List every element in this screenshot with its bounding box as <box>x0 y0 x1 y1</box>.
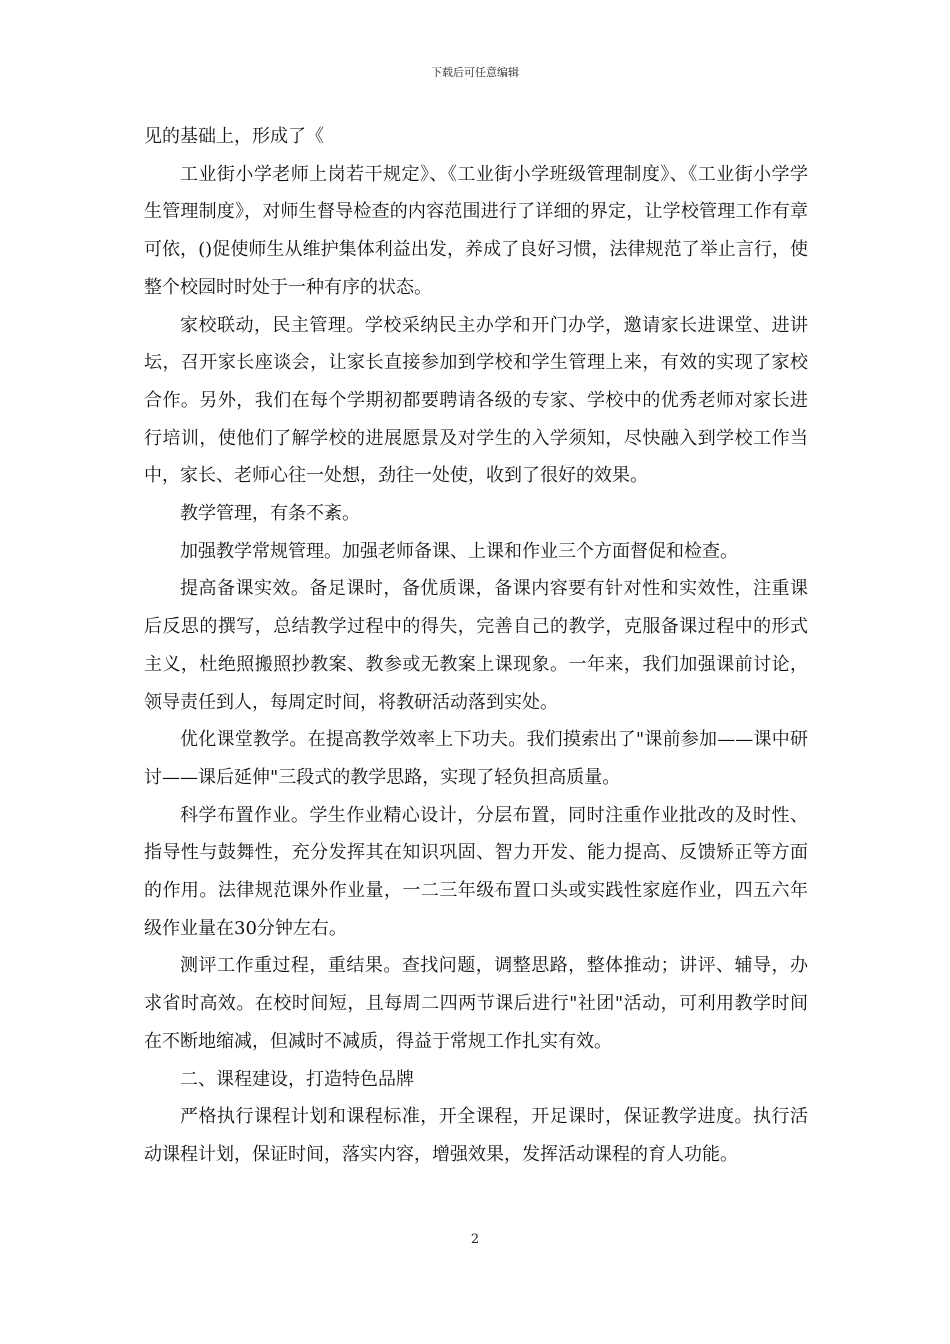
paragraph: 提高备课实效。备足课时，备优质课，备课内容要有针对性和实效性，注重课后反思的撰写，总结教学过程中的得失，完善自己的教学，克服备课过程中的形式主义，杜绝照搬照抄教案、教参或无教案上课现象。一年来，我们加强课前讨论，领导责任到人，每周定时间，将教研活动落到实处。 <box>144 578 808 713</box>
paragraph: 科学布置作业。学生作业精心设计，分层布置，同时注重作业批改的及时性、指导性与鼓舞性，充分发挥其在知识巩固、智力开发、能力提高、反馈矫正等方面的作用。法律规范课外作业量，一二三年级布置口头或实践性家庭作业，四五六年级作业量在30分钟左右。 <box>144 804 808 939</box>
paragraph: 家校联动，民主管理。学校采纳民主办学和开门办学，邀请家长进课堂、进讲坛，召开家长座谈会，让家长直接参加到学校和学生管理上来，有效的实现了家校合作。另外，我们在每个学期初都要聘请各级的专家、学校中的优秀老师对家长进行培训，使他们了解学校的进展愿景及对学生的入学须知，尽快融入到学校工作当中，家长、老师心往一处想，劲往一处使，收到了很好的效果。 <box>144 314 808 487</box>
page-number: 2 <box>470 1232 480 1247</box>
page-header: 下载后可任意编辑 <box>431 66 519 79</box>
section-heading: 二、课程建设，打造特色品牌 <box>180 1068 414 1090</box>
paragraph: 工业街小学老师上岗若干规定》、《工业街小学班级管理制度》、《工业街小学学生管理制度》，对师生督导检查的内容范围进行了详细的界定，让学校管理工作有章可依，()促使师生从维护集体利益出发，养成了良好习惯，法律规范了举止言行，使整个校园时时处于一种有序的状态。 <box>144 163 808 298</box>
paragraph: 教学管理，有条不紊。 <box>180 503 360 525</box>
paragraph: 加强教学常规管理。加强老师备课、上课和作业三个方面督促和检查。 <box>180 540 738 562</box>
paragraph: 优化课堂教学。在提高教学效率上下功夫。我们摸索出了"课前参加——课中研讨——课后延伸"三段式的教学思路，实现了轻负担高质量。 <box>144 729 808 788</box>
paragraph: 测评工作重过程，重结果。查找问题，调整思路，整体推动；讲评、辅导，办求省时高效。在校时间短，且每周二四两节课后进行"社团"活动，可利用教学时间在不断地缩减，但减时不减质，得益于常规工作扎实有效。 <box>144 955 808 1052</box>
paragraph: 严格执行课程计划和课程标准，开全课程，开足课时，保证教学进度。执行活动课程计划，保证时间，落实内容，增强效果，发挥活动课程的育人功能。 <box>144 1106 808 1165</box>
paragraph: 见的基础上，形成了《 <box>144 126 324 147</box>
document-body <box>144 118 808 1174</box>
